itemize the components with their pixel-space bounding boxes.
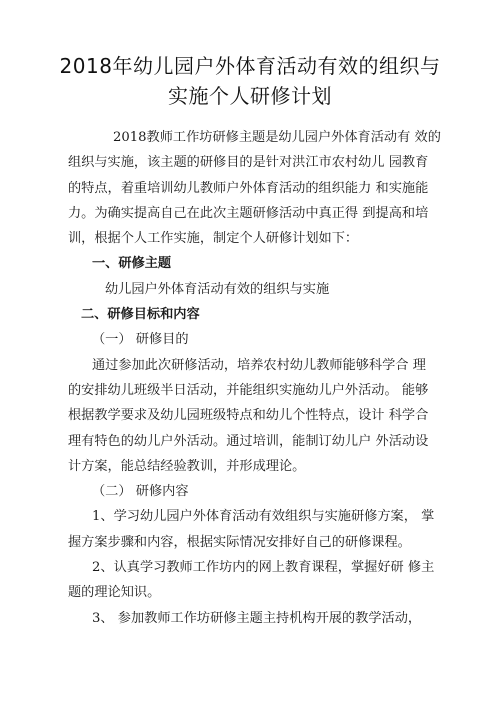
document-title-line-2: 实施个人研修计划 (168, 84, 332, 108)
document-title-line-1: 2018年幼儿园户外体育活动有效的组织与 (59, 54, 441, 78)
document-body (68, 125, 440, 631)
paragraph-line: 根据教学要求及幼儿园班级特点和幼儿个性特点，设计 科学合 (68, 408, 429, 424)
paragraph-line: 3、 参加教师工作坊研修主题主持机构开展的教学活动， (92, 610, 422, 626)
paragraph-line: 的特点，着重培训幼儿教师户外体育活动的组织能力 和实施能 (68, 180, 429, 196)
paragraph-line: 力。为确实提高自己在此次主题研修活动中真正得 到提高和培 (68, 205, 429, 221)
paragraph-line: 2、认真学习教师工作坊内的网上教育课程，掌握好研 修主 (92, 560, 435, 576)
subsection-heading: （一） 研修目的 (92, 332, 189, 348)
paragraph-line: 通过参加此次研修活动，培养农村幼儿教师能够科学合 理 (92, 357, 426, 373)
paragraph-line: 计方案，能总结经验教训，并形成理论。 (68, 458, 306, 474)
paragraph-line: 的安排幼儿班级半日活动，并能组织实施幼儿户外活动。 能够 (68, 382, 429, 398)
paragraph-line: 题的理论知识。 (68, 585, 161, 601)
paragraph-line: 握方案步骤和内容，根据实际情况安排好自己的研修课程。 (68, 534, 411, 550)
section-heading: 一、研修主题 (92, 256, 172, 272)
paragraph-line: 2018教师工作坊研修主题是幼儿园户外体育活动有 效的 (113, 130, 441, 145)
paragraph-line: 训，根据个人工作实施，制定个人研修计划如下： (68, 231, 359, 247)
paragraph-line: 幼儿园户外体育活动有效的组织与实施 (105, 281, 330, 297)
paragraph-line: 理有特色的幼儿户外活动。通过培训，能制订幼儿户 外活动设 (68, 433, 429, 449)
section-heading: 二、研修目标和内容 (81, 307, 200, 323)
paragraph-line: 组织与实施，该主题的研修目的是针对洪江市农村幼儿 园教育 (68, 155, 429, 171)
paragraph-line: 1、学习幼儿园户外体育活动有效组织与实施研修方案， 掌 (92, 509, 435, 525)
subsection-heading: （二） 研修内容 (92, 484, 189, 500)
